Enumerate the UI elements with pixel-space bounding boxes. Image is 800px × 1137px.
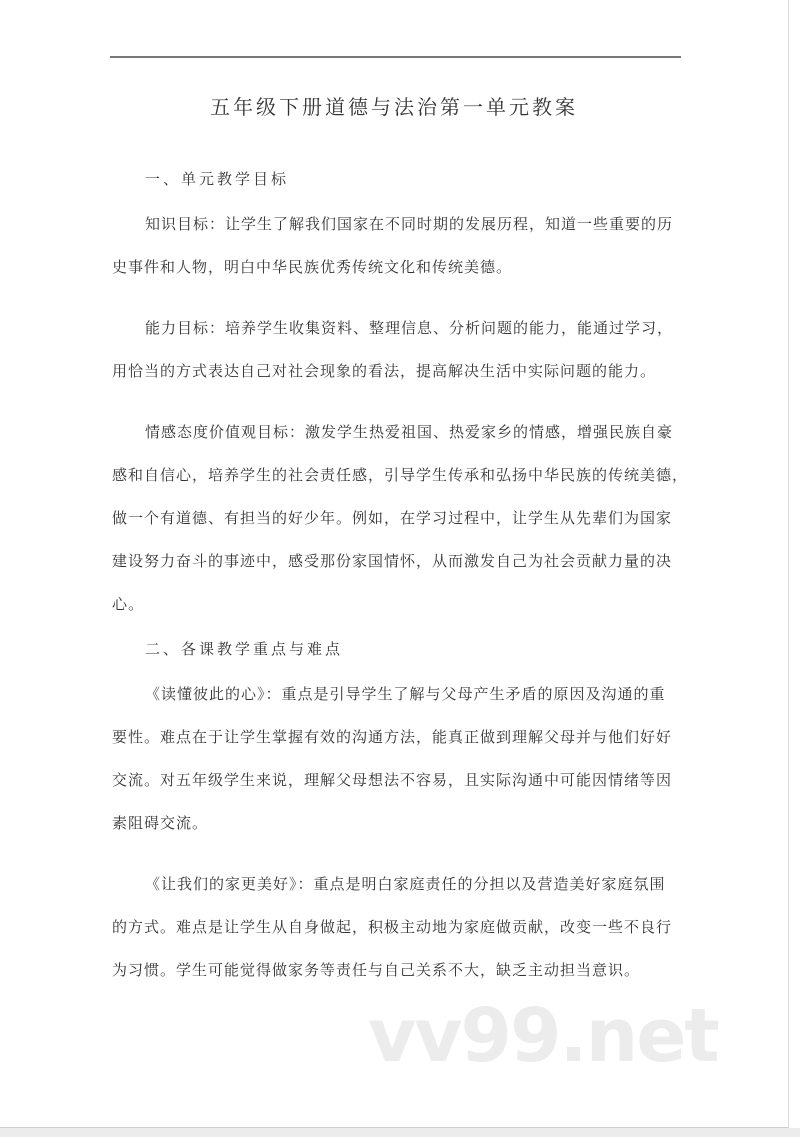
document-body	[112, 158, 692, 992]
paragraph-line: 《读懂彼此的心》：重点是引导学生了解与父母产生矛盾的原因及沟通的重	[145, 685, 666, 703]
paragraph-line: 《让我们的家更美好》：重点是明白家庭责任的分担以及营造美好家庭氛围	[145, 875, 666, 893]
section-heading: 一、单元教学目标	[145, 170, 290, 188]
paragraph-line: 能力目标：培养学生收集资料、整理信息、分析问题的能力，能通过学习，	[145, 319, 674, 337]
paragraph-line: 感和自信心，培养学生的社会责任感，引导学生传承和弘扬中华民族的传统美德，	[112, 466, 689, 484]
paragraph-line: 交流。对五年级学生来说，理解父母想法不容易，且实际沟通中可能因情绪等因	[112, 771, 673, 789]
paragraph	[112, 307, 692, 393]
paragraph	[112, 203, 692, 289]
page-bottom-edge	[0, 1128, 800, 1137]
paragraph	[112, 863, 692, 992]
paragraph	[112, 411, 692, 626]
paragraph	[112, 673, 692, 845]
paragraph-line: 的方式。难点是让学生从自身做起，积极主动地为家庭做贡献，改变一些不良行	[112, 918, 673, 936]
paragraph-line: 心。	[112, 595, 145, 613]
paragraph-line: 建设努力奋斗的事迹中，感受那份家国情怀，从而激发自己为社会贡献力量的决	[112, 552, 673, 570]
paragraph-line: 情感态度价值观目标：激发学生热爱祖国、热爱家乡的情感，增强民族自豪	[145, 423, 674, 441]
header-rule	[110, 56, 681, 58]
paragraph-line: 史事件和人物，明白中华民族优秀传统文化和传统美德。	[112, 258, 513, 276]
paragraph-line: 用恰当的方式表达自己对社会现象的看法，提高解决生活中实际问题的能力。	[112, 362, 657, 380]
paragraph-line: 素阻碍交流。	[112, 814, 209, 832]
paragraph-line: 要性。难点在于让学生掌握有效的沟通方法，能真正做到理解父母并与他们好好	[112, 728, 673, 746]
paragraph-line: 知识目标：让学生了解我们国家在不同时期的发展历程，知道一些重要的历	[145, 215, 674, 233]
section-heading: 二、各课教学重点与难点	[145, 640, 344, 658]
watermark: vv99.net	[368, 993, 718, 1079]
document-title: 五年级下册道德与法治第一单元教案	[210, 95, 578, 119]
paragraph-line: 为习惯。学生可能觉得做家务等责任与自己关系不大，缺乏主动担当意识。	[112, 961, 641, 979]
paragraph-line: 做一个有道德、有担当的好少年。例如，在学习过程中，让学生从先辈们为国家	[112, 509, 673, 527]
